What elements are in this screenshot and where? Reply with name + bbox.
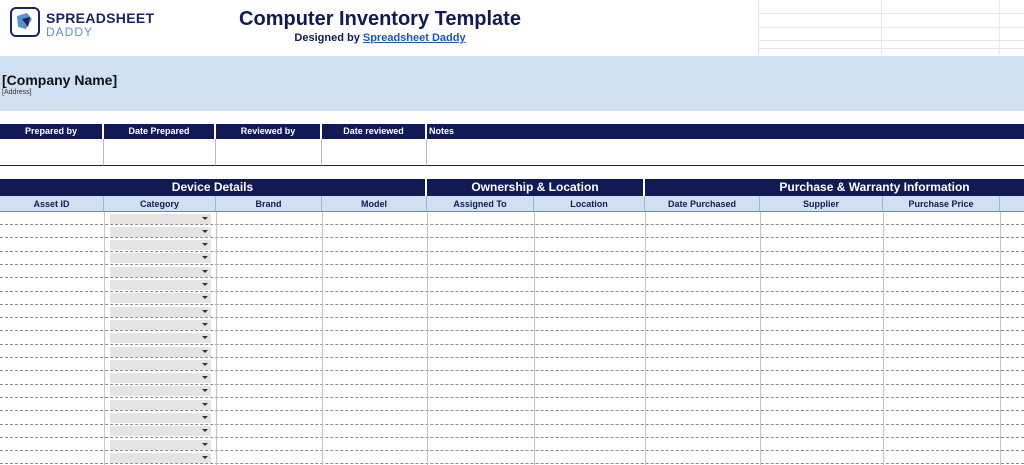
category-dropdown[interactable] [110, 426, 211, 436]
category-dropdown[interactable] [110, 227, 211, 237]
category-dropdown[interactable] [110, 280, 211, 290]
column-divider [760, 212, 761, 465]
company-address-cell[interactable]: [Address] [2, 89, 32, 96]
group-device-details: Device Details [0, 179, 426, 196]
sheet-grid-background [758, 0, 1024, 54]
column-extra[interactable] [1000, 196, 1024, 212]
dropdown-arrow-icon [202, 416, 208, 419]
category-dropdown[interactable] [110, 347, 211, 357]
category-dropdown[interactable] [110, 386, 211, 396]
date-prepared-header: Date Prepared [104, 124, 215, 139]
category-dropdown[interactable] [110, 267, 211, 277]
category-dropdown[interactable] [110, 320, 211, 330]
group-purchase-warranty: Purchase & Warranty Information [645, 179, 1024, 196]
column-assigned-to[interactable]: Assigned To [427, 196, 534, 212]
inventory-rows [0, 212, 1024, 465]
dropdown-arrow-icon [202, 389, 208, 392]
dropdown-arrow-icon [202, 350, 208, 353]
dropdown-arrow-icon [202, 443, 208, 446]
reviewed-by-header: Reviewed by [216, 124, 321, 139]
column-divider [104, 212, 105, 465]
column-divider [883, 212, 884, 465]
column-divider [216, 212, 217, 465]
designed-by-link[interactable]: Spreadsheet Daddy [362, 32, 466, 44]
date-reviewed-cell[interactable] [322, 139, 427, 166]
column-divider [1000, 212, 1001, 465]
column-location[interactable]: Location [534, 196, 645, 212]
dropdown-arrow-icon [202, 336, 208, 339]
dropdown-arrow-icon [202, 363, 208, 366]
prepared-by-cell[interactable] [0, 139, 104, 166]
dropdown-arrow-icon [202, 323, 208, 326]
brand-logo[interactable] [10, 7, 160, 39]
category-dropdown[interactable] [110, 240, 211, 250]
date-reviewed-header: Date reviewed [322, 124, 426, 139]
notes-header: Notes [427, 124, 1024, 139]
category-dropdown[interactable] [110, 293, 211, 303]
designed-by [170, 32, 590, 44]
column-supplier[interactable]: Supplier [760, 196, 883, 212]
dropdown-arrow-icon [202, 376, 208, 379]
category-dropdown[interactable] [110, 453, 211, 463]
dropdown-arrow-icon [202, 429, 208, 432]
dropdown-arrow-icon [202, 403, 208, 406]
category-dropdown[interactable] [110, 400, 211, 410]
notes-cell[interactable] [427, 139, 1024, 166]
category-dropdown[interactable] [110, 440, 211, 450]
dropdown-arrow-icon [202, 283, 208, 286]
category-dropdown[interactable] [110, 214, 211, 224]
page-title: Computer Inventory Template [239, 8, 521, 30]
dropdown-arrow-icon [202, 310, 208, 313]
category-dropdown[interactable] [110, 333, 211, 343]
dropdown-arrow-icon [202, 296, 208, 299]
category-dropdown[interactable] [110, 413, 211, 423]
reviewed-by-cell[interactable] [216, 139, 322, 166]
category-dropdown[interactable] [110, 253, 211, 263]
category-dropdown[interactable] [110, 360, 211, 370]
date-prepared-cell[interactable] [104, 139, 216, 166]
column-category[interactable]: Category [104, 196, 216, 212]
column-divider [427, 212, 428, 465]
column-brand[interactable]: Brand [216, 196, 322, 212]
column-divider [645, 212, 646, 465]
category-dropdown[interactable] [110, 307, 211, 317]
column-model[interactable]: Model [322, 196, 427, 212]
dropdown-arrow-icon [202, 230, 208, 233]
company-name-cell[interactable]: [Company Name] [2, 72, 118, 88]
logo-text-bottom: DADDY [46, 25, 94, 39]
column-divider [322, 212, 323, 465]
dropdown-arrow-icon [202, 456, 208, 459]
column-purchase-price[interactable]: Purchase Price [883, 196, 1000, 212]
dropdown-arrow-icon [202, 256, 208, 259]
spreadsheet-daddy-logo-icon [10, 7, 40, 37]
dropdown-arrow-icon [202, 243, 208, 246]
column-divider [534, 212, 535, 465]
company-info-band [0, 56, 1024, 111]
dropdown-arrow-icon [202, 217, 208, 220]
category-dropdown[interactable] [110, 373, 211, 383]
prepared-by-header: Prepared by [0, 124, 103, 139]
column-asset-id[interactable]: Asset ID [0, 196, 104, 212]
logo-text-top: SPREADSHEET [46, 10, 155, 26]
column-date-purchased[interactable]: Date Purchased [645, 196, 760, 212]
dropdown-arrow-icon [202, 270, 208, 273]
group-ownership-location: Ownership & Location [427, 179, 644, 196]
designed-by-prefix: Designed by [294, 32, 360, 44]
